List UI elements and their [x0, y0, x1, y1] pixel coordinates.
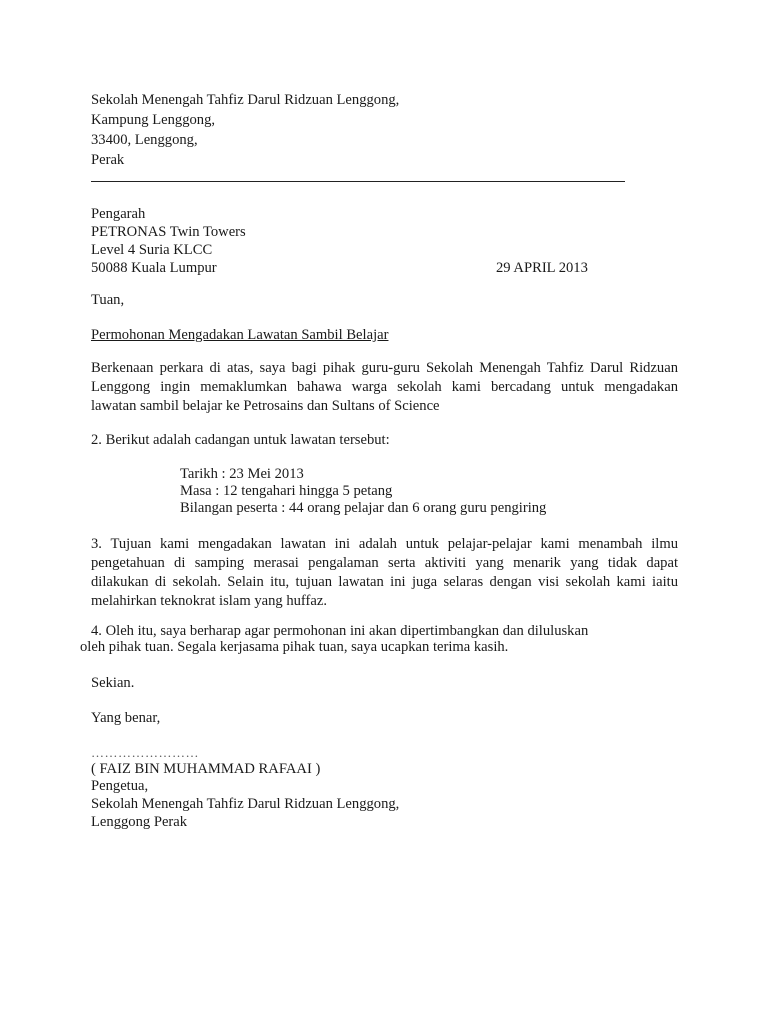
paragraph-2: 2. Berikut adalah cadangan untuk lawatan tersebut: — [91, 432, 390, 448]
detail-masa: Masa : 12 tengahari hingga 5 petang — [180, 483, 393, 499]
detail-tarikh: Tarikh : 23 Mei 2013 — [180, 466, 304, 482]
sender-line-4: Perak — [91, 152, 125, 168]
paragraph-4-line-1: 4. Oleh itu, saya berharap agar permohonan ini akan dipertimbangkan dan diluluskan — [91, 623, 589, 639]
recipient-line-2: PETRONAS Twin Towers — [91, 224, 246, 240]
closing-yang-benar: Yang benar, — [91, 710, 161, 726]
detail-bilangan: Bilangan peserta : 44 orang pelajar dan 6 orang guru pengiring — [180, 500, 547, 516]
paragraph-3-line-1: 3. Tujuan kami mengadakan lawatan ini adalah untuk pelajar-pelajar kami menambah ilmu — [91, 536, 678, 552]
sender-line-3: 33400, Lenggong, — [91, 132, 198, 148]
paragraph-1-line-1: Berkenaan perkara di atas, saya bagi pihak guru-guru Sekolah Menengah Tahfiz Darul Ridzuan — [91, 360, 678, 376]
letter-date: 29 APRIL 2013 — [496, 260, 588, 276]
sender-line-1: Sekolah Menengah Tahfiz Darul Ridzuan Lenggong, — [91, 92, 400, 108]
closing-sekian: Sekian. — [91, 675, 135, 691]
header-divider — [91, 181, 625, 182]
subject-line: Permohonan Mengadakan Lawatan Sambil Belajar — [91, 327, 389, 343]
paragraph-3 — [91, 535, 678, 611]
paragraph-4-line-2: oleh pihak tuan. Segala kerjasama pihak tuan, saya ucapkan terima kasih. — [80, 639, 509, 655]
recipient-line-1: Pengarah — [91, 206, 146, 222]
signature-line: …………………… — [91, 745, 199, 760]
signatory-title: Pengetua, — [91, 778, 149, 794]
paragraph-1 — [91, 359, 678, 416]
signatory-name: ( FAIZ BIN MUHAMMAD RAFAAI ) — [91, 761, 321, 777]
recipient-line-4: 50088 Kuala Lumpur — [91, 260, 217, 276]
signatory-place: Lenggong Perak — [91, 814, 188, 830]
paragraph-3-line-3: dilakukan di sekolah. Selain itu, tujuan lawatan ini juga selaras dengan visi sekolah kami iaitu — [91, 574, 678, 590]
sender-line-2: Kampung Lenggong, — [91, 112, 216, 128]
salutation: Tuan, — [91, 292, 125, 308]
recipient-line-3: Level 4 Suria KLCC — [91, 242, 213, 258]
paragraph-1-line-2: Lenggong ingin memaklumkan bahawa warga sekolah kami bercadang untuk mengadakan — [91, 379, 678, 395]
signatory-org: Sekolah Menengah Tahfiz Darul Ridzuan Lenggong, — [91, 796, 400, 812]
paragraph-1-line-3: lawatan sambil belajar ke Petrosains dan Sultans of Science — [91, 398, 440, 414]
paragraph-3-line-2: pengetahuan di samping merasai pengalaman serta aktiviti yang menarik yang tidak dapat — [91, 555, 678, 571]
paragraph-3-line-4: melahirkan teknokrat islam yang huffaz. — [91, 593, 327, 609]
